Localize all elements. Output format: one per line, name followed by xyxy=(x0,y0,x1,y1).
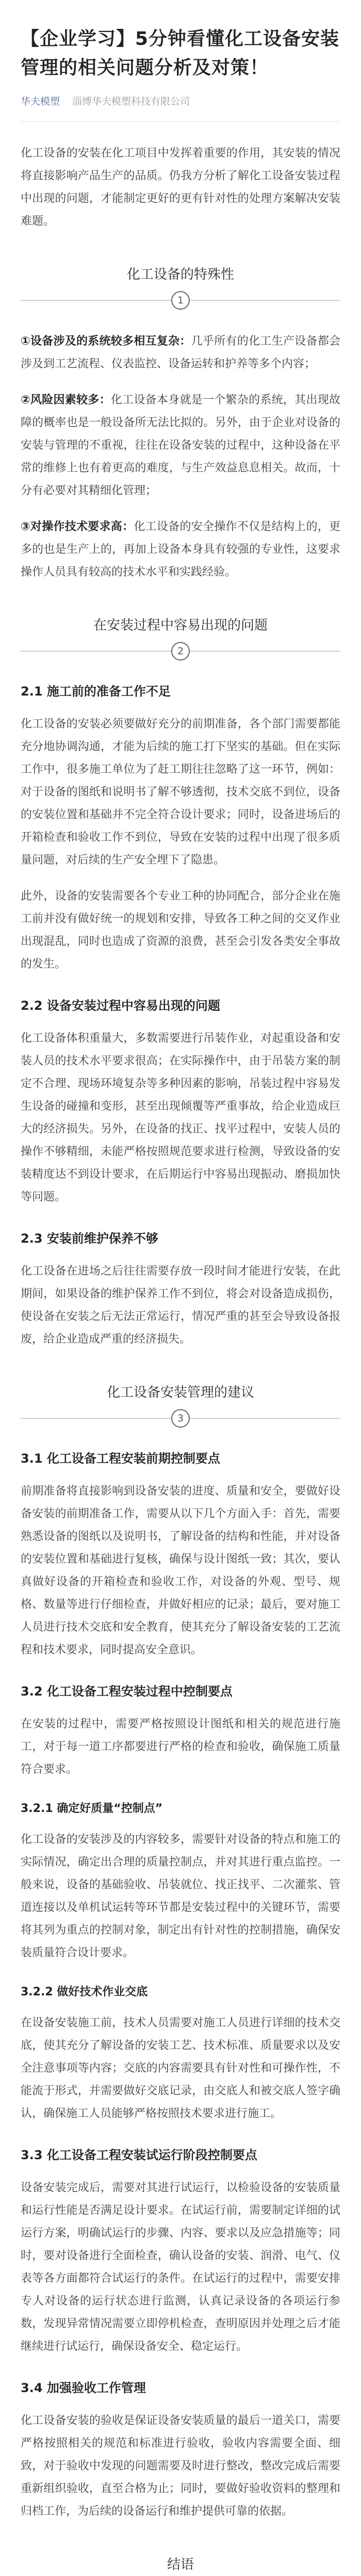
body-paragraph: 此外，设备的安装需要各个专业工种的协同配合，部分企业在施工前并没有做好统一的规划和安排，导致各工种之间的交叉作业出现混乱，同时也造成了资源的浪费，甚至会引发各类安全事故的发生。 xyxy=(21,890,340,971)
subsection-heading: 3.2 化工设备工程安装过程中控制要点 xyxy=(21,1684,233,1699)
body-paragraph: 化工设备安装的验收是保证设备安装质量的最后一道关口，需要严格按照相关的规范和标准进行验收，验收内容需要全面、细致，对于验收中发现的问题需要及时进行整改，整改完成后需要重新组织验收，直至合格为止；同时，要做好验收资料的整理和归档工作，为后续的设备运行和维护提供可靠的依据。 xyxy=(21,2414,340,2518)
point-text: 化工设备本身就是一个繁杂的系统，其出现故障的概率也是一般设备所无法比拟的。另外，由于企业对设备的安装与管理的不重视，往往在设备安装的过程中，这种设备在平常的维修上也有着更高的难度，与生产效益息息相关。故而，十分有必要对其精细化管理； xyxy=(21,394,340,497)
point-lead: ③对操作技术要求高： xyxy=(21,520,134,533)
section-3-heading xyxy=(21,1382,340,1428)
section-3-title: 化工设备安装管理的建议 xyxy=(106,1385,254,1400)
section-2-heading xyxy=(21,615,340,660)
section-1-point xyxy=(21,330,340,376)
section-number-badge: 2 xyxy=(171,642,190,660)
section-1-point xyxy=(21,516,340,584)
body-paragraph: 化工设备的安装涉及的内容较多，需要针对设备的特点和施工的实际情况，确定出合理的质量控制点，并对其进行重点监控。一般来说，设备的基础验收、吊装就位、找正找平、二次灌浆、管道连接以及单机试运转等环节都是安装过程中的关键环节，需要将其列为重点的控制对象，制定出有针对性的控制措施，确保安装质量符合设计要求。 xyxy=(21,1833,340,1959)
section-4-title: 结语 xyxy=(167,2557,194,2572)
body-paragraph: 前期准备将直接影响到设备安装的进度、质量和安全，要做好设备安装的前期准备工作，需要从以下几个方面入手：首先，需要熟悉设备的图纸以及说明书，了解设备的结构和性能，并对设备的安装位置和基础进行复核，确保与设计图纸一致；其次，要认真做好设备的开箱检查和验收工作，对设备的外观、型号、规格、数量等进行仔细检查，并做好相应的记录；最后，要对施工人员进行技术交底和安全教育，使其充分了解设备安装的工艺流程和技术要求，同时提高安全意识。 xyxy=(21,1485,340,1656)
subsection-heading: 2.3 安装前维护保养不够 xyxy=(21,1231,158,1246)
section-4-heading xyxy=(21,2554,340,2576)
body-paragraph: 设备安装完成后，需要对其进行试运行，以检验设备的安装质量和运行性能是否满足设计要求。在试运行前，需要制定详细的试运行方案，明确试运行的步骤、内容、要求以及应急措施等；同时，要对设备进行全面检查，确认设备的安装、润滑、电气、仪表等各方面都符合试运行的条件。在试运行的过程中，需要安排专人对设备的运行状态进行监测，认真记录设备的各项运行参数，发现异常情况需要立即停机检查，查明原因并处理之后才能继续进行试运行，确保设备安全、稳定运行。 xyxy=(21,2181,340,2353)
body-paragraph: 化工设备的安装必须要做好充分的前期准备，各个部门需要都能充分地协调沟通，才能为后续的施工打下坚实的基础。但在实际工作中，很多施工单位为了赶工期往往忽略了这一环节，例如：对于设备的图纸和说明书了解不够透彻，技术交底不到位，设备的安装位置和基础并不完全符合设计要求；同时，设备进场后的开箱检查和验收工作不到位，导致在安装的过程中出现了很多质量问题，对后续的生产安全埋下了隐患。 xyxy=(21,718,340,867)
section-1-divider xyxy=(21,291,340,310)
article-title: 【企业学习】5分钟看懂化工设备安装管理的相关问题分析及对策！ xyxy=(21,28,340,78)
point-lead: ②风险因素较多： xyxy=(21,394,111,406)
subsection-heading: 3.1 化工设备工程安装前期控制要点 xyxy=(21,1451,220,1466)
point-text: 几乎所有的化工生产设备都会涉及到工艺流程、仪表监控、设备运转和护养等多个内容； xyxy=(21,335,340,370)
subsection-heading: 3.3 化工设备工程安装试运行阶段控制要点 xyxy=(21,2148,257,2162)
section-1-title: 化工设备的特殊性 xyxy=(126,267,234,282)
body-paragraph: 在设备安装施工前，技术人员需要对施工人员进行详细的技术交底，使其充分了解设备的安装工艺、技术标准、质量要求以及安全注意事项等内容；交底的内容需要具有针对性和可操作性，不能流于形式，并需要做好交底记录，由交底人和被交底人签字确认，确保施工人员能够严格按照技术要求进行施工。 xyxy=(21,2016,340,2120)
account-name-link[interactable]: 华夫模塑 xyxy=(21,96,60,107)
section-number-badge: 1 xyxy=(171,291,190,310)
section-2-title: 在安装过程中容易出现的问题 xyxy=(93,618,268,633)
section-3-divider xyxy=(21,1409,340,1428)
subsection-heading: 2.2 设备安装过程中容易出现的问题 xyxy=(21,998,220,1013)
section-1-point xyxy=(21,389,340,502)
intro-paragraph: 化工设备的安装在化工项目中发挥着重要的作用，其安装的情况将直接影响产品生产的品质。仍我方分析了解化工设备安装过程中出现的问题，才能制定更好的更有针对性的处理方案解决安装难题。 xyxy=(21,147,340,228)
subsection-heading: 3.2.1 确定好质量“控制点” xyxy=(21,1802,163,1815)
title-divider xyxy=(21,121,340,122)
section-2-divider xyxy=(21,642,340,660)
section-number-badge: 3 xyxy=(171,1409,190,1428)
section-1-heading xyxy=(21,264,340,310)
article-meta xyxy=(21,94,340,108)
body-paragraph: 在安装的过程中，需要严格按照设计图纸和相关的规范进行施工，对于每一道工序都要进行严格的检查和验收，确保施工质量符合要求。 xyxy=(21,1718,340,1776)
body-paragraph: 化工设备体积重量大，多数需要进行吊装作业，对起重设备和安装人员的技术水平要求很高；在实际操作中，由于吊装方案的制定不合理、现场环境复杂等多种因素的影响，吊装过程中容易发生设备的碰撞和变形，甚至出现倾覆等严重事故，给企业造成巨大的经济损失。另外，在设备的找正、找平过程中，安装人员的操作不够精细，未能严格按照规范要求进行检测，导致设备的安装精度达不到设计要求，在后期运行中容易出现振动、磨损加快等问题。 xyxy=(21,1032,340,1204)
subsection-heading: 3.2.2 做好技术作业交底 xyxy=(21,1986,148,1998)
point-text: 化工设备的安全操作不仅是结构上的，更多的也是生产上的，再加上设备本身具有较强的专业性，这要求操作人员具有较高的技术水平和实践经验。 xyxy=(21,520,340,579)
subsection-heading: 3.4 加强验收工作管理 xyxy=(21,2381,146,2395)
point-lead: ①设备涉及的系统较多相互复杂： xyxy=(21,335,191,348)
body-paragraph: 化工设备在进场之后往往需要存放一段时间才能进行安装，在此期间，如果设备的维护保养工作不到位，将会对设备造成损伤，使设备在安装之后无法正常运行，情况严重的甚至会导致设备报废，给企业造成严重的经济损失。 xyxy=(21,1265,340,1346)
subsection-heading: 2.1 施工前的准备工作不足 xyxy=(21,684,171,699)
author-name: 淄博华夫模塑科技有限公司 xyxy=(72,96,190,107)
